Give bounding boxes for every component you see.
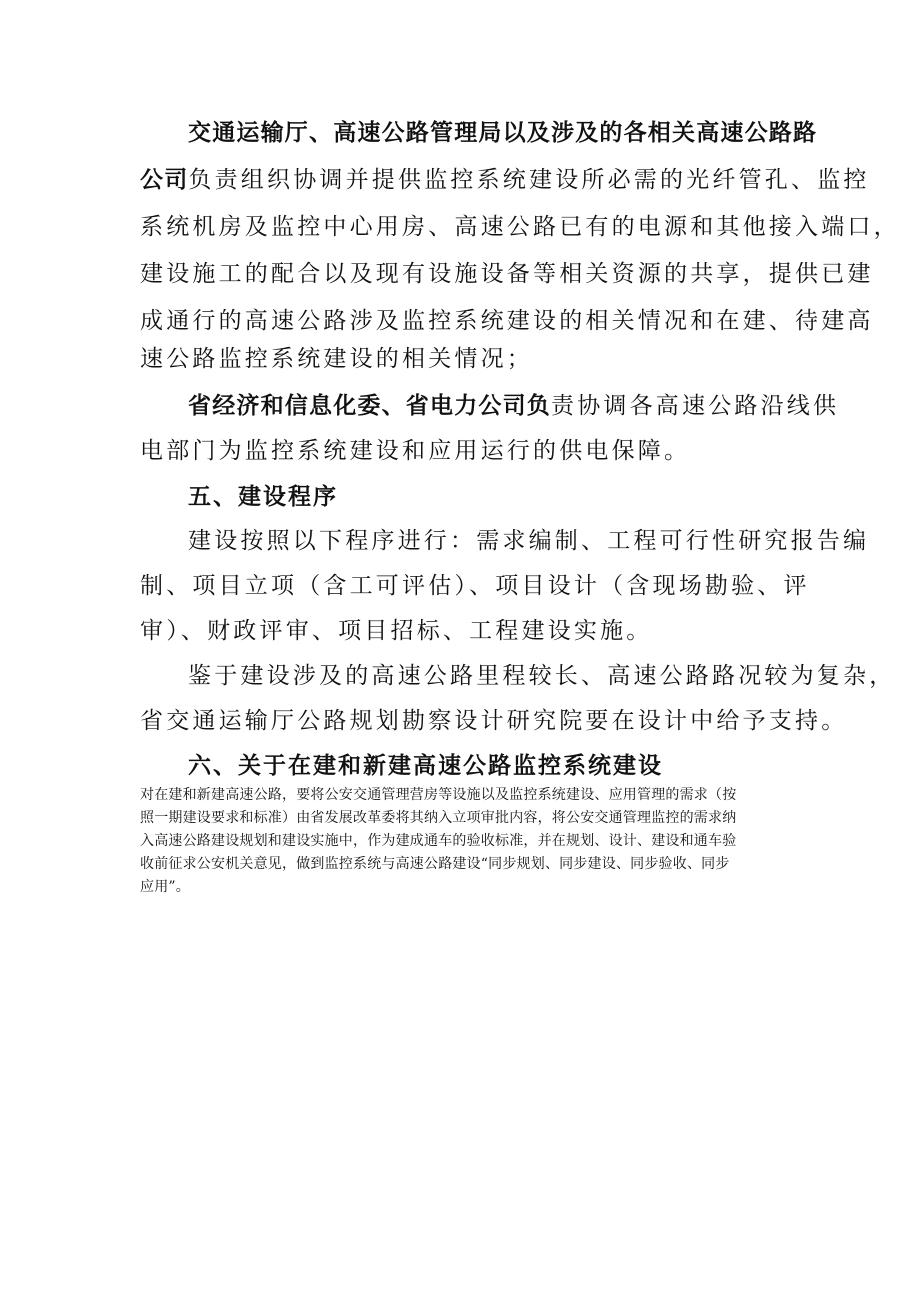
para1-line2	[140, 163, 870, 197]
para5-line1: 对在建和新建高速公路，要将公安交通管理营房等设施以及监控系统建设、应用管理的需求（按	[140, 787, 737, 803]
para1-line2-bold: 公司	[140, 167, 189, 193]
para2-line1	[188, 389, 840, 423]
para1-line4: 建设施工的配合以及现有设施设备等相关资源的共享，提供已建	[140, 261, 874, 287]
section-heading-5: 五、建设程序	[188, 484, 338, 510]
para5-line3: 入高速公路建设规划和建设实施中，作为建成通车的验收标准，并在规划、设计、建设和通车验	[140, 833, 737, 849]
para1-line5: 成通行的高速公路涉及监控系统建设的相关情况和在建、待建高	[140, 308, 874, 334]
para5-line4: 收前征求公安机关意见，做到监控系统与高速公路建设“同步规划、同步建设、同步验收、同步	[140, 856, 730, 872]
para3-line2: 制、项目立项（含工可评估）、项目设计（含现场勘验、评	[140, 573, 810, 599]
section-heading-6: 六、关于在建和新建高速公路监控系统建设	[188, 753, 663, 779]
para1-line6: 速公路监控系统建设的相关情况；	[140, 346, 533, 372]
para1-line2-rest: 负责组织协调并提供监控系统建设所必需的光纤管孔、监控	[188, 167, 870, 193]
para2-line1-bold: 省经济和信息化委、省电力公司负	[188, 393, 551, 419]
para4-line2: 省交通运输厅公路规划勘察设计研究院要在设计中给予支持。	[140, 708, 848, 734]
para2-line2: 电部门为监控系统建设和应用运行的供电保障。	[140, 438, 691, 464]
para5-line2: 照一期建设要求和标准）由省发展改革委将其纳入立项审批内容，将公安交通管理监控的需求纳	[140, 810, 737, 826]
para4-line1: 鉴于建设涉及的高速公路里程较长、高速公路路况较为复杂，	[188, 663, 896, 689]
para5-line5: 应用”。	[140, 879, 190, 895]
para1-line1: 交通运输厅、高速公路管理局以及涉及的各相关高速公路路	[188, 120, 818, 146]
para3-line1: 建设按照以下程序进行：需求编制、工程可行性研究报告编	[188, 528, 870, 554]
para2-line1-rest: 责协调各高速公路沿线供	[551, 393, 840, 419]
para3-line3: 审）、财政评审、项目招标、工程建设实施。	[140, 618, 653, 644]
para1-line3: 系统机房及监控中心用房、高速公路已有的电源和其他接入端口，	[140, 214, 900, 240]
